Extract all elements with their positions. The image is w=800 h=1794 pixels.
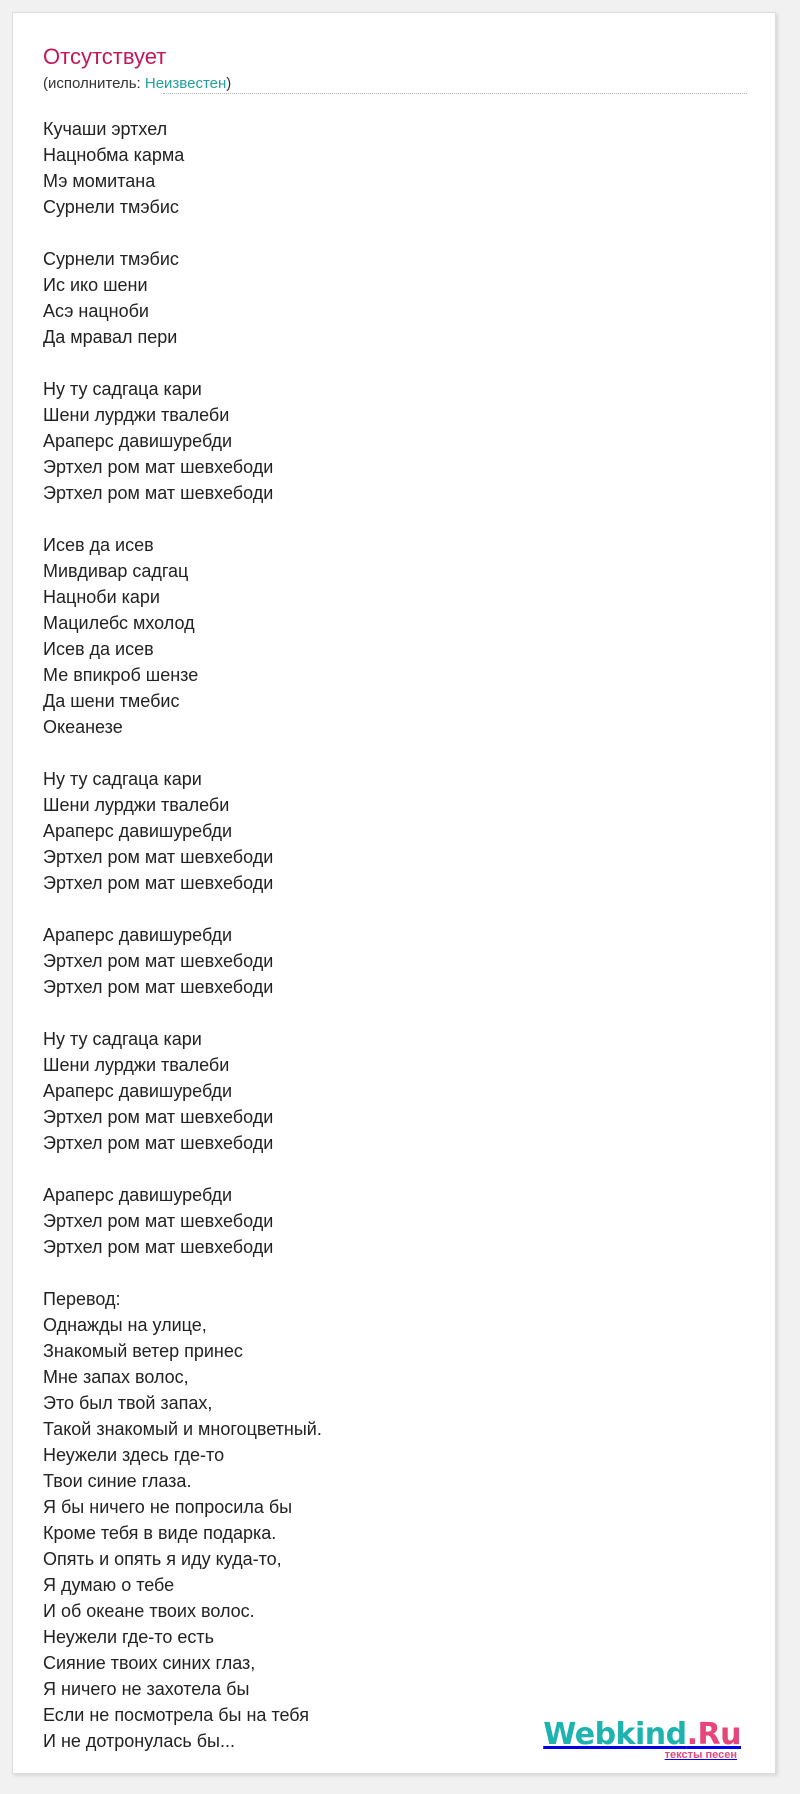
lyrics-blank-line (43, 1260, 743, 1286)
lyrics-line: Опять и опять я иду куда-то, (43, 1549, 282, 1569)
lyrics-line: Нацноби кари (43, 587, 160, 607)
lyrics-line: Мэ момитана (43, 171, 156, 191)
lyrics-line: Исев да исев (43, 535, 154, 555)
lyrics-line: Эртхел ром мат шевхебоди (43, 951, 274, 971)
lyrics-line: Эртхел ром мат шевхебоди (43, 873, 274, 893)
lyrics-line: Однажды на улице, (43, 1315, 207, 1335)
artist-line (43, 74, 231, 94)
lyrics-line: Океанезе (43, 717, 123, 737)
lyrics-line: Сияние твоих синих глаз, (43, 1653, 256, 1673)
logo-wordmark (543, 1719, 741, 1751)
lyrics-line: Эртхел ром мат шевхебоди (43, 977, 274, 997)
lyrics-line: Кроме тебя в виде подарка. (43, 1523, 277, 1543)
lyrics-line: Араперс давишуребди (43, 821, 233, 841)
lyrics-line: Нацнобма карма (43, 145, 185, 165)
lyrics-line: И не дотронулась бы... (43, 1731, 235, 1751)
artist-prefix: (исполнитель: (43, 75, 145, 92)
lyrics-blank-line (43, 1156, 743, 1182)
lyrics-line: Мивдивар садгац (43, 561, 189, 581)
lyrics-line: Ну ту садгаца кари (43, 379, 202, 399)
lyrics-blank-line (43, 1000, 743, 1026)
lyrics-line: Эртхел ром мат шевхебоди (43, 1211, 274, 1231)
lyrics-line: Эртхел ром мат шевхебоди (43, 483, 274, 503)
lyrics-line: Асэ нацноби (43, 301, 149, 321)
artist-suffix: ) (226, 75, 232, 92)
lyrics-line: Эртхел ром мат шевхебоди (43, 1107, 274, 1127)
lyrics-line: Мне запах волос, (43, 1367, 189, 1387)
title-divider (163, 93, 747, 94)
lyrics-line: Такой знакомый и многоцветный. (43, 1419, 322, 1439)
lyrics-line: Я бы ничего не попросила бы (43, 1497, 293, 1517)
lyrics-blank-line (43, 220, 743, 246)
lyrics-line: Араперс давишуребди (43, 925, 233, 945)
webkind-logo[interactable] (543, 1719, 741, 1761)
lyrics-blank-line (43, 896, 743, 922)
lyrics-line: Это был твой запах, (43, 1393, 213, 1413)
lyrics-line: Араперс давишуребди (43, 431, 233, 451)
logo-tagline: тексты песен (664, 1749, 737, 1761)
lyrics-line: Я думаю о тебе (43, 1575, 175, 1595)
lyrics-line: Если не посмотрела бы на тебя (43, 1705, 309, 1725)
song-title: Отсутствует (43, 44, 167, 69)
lyrics-line: Шени лурджи твалеби (43, 795, 230, 815)
lyrics-line: Ме впикроб шензе (43, 665, 199, 685)
lyrics-line: Ну ту садгаца кари (43, 1029, 202, 1049)
lyrics-line: Кучаши эртхел (43, 119, 168, 139)
lyrics-line: Я ничего не захотела бы (43, 1679, 250, 1699)
lyrics-line: И об океане твоих волос. (43, 1601, 255, 1621)
lyrics-line: Мацилебс мхолод (43, 613, 195, 633)
lyrics-blank-line (43, 740, 743, 766)
lyrics-line: Эртхел ром мат шевхебоди (43, 1237, 274, 1257)
artist-link[interactable]: Неизвестен (144, 75, 227, 92)
lyrics-line: Да шени тмебис (43, 691, 180, 711)
lyrics-line: Твои синие глаза. (43, 1471, 192, 1491)
lyrics-line: Сурнели тмэбис (43, 197, 179, 217)
lyrics-line: Перевод: (43, 1289, 121, 1309)
lyrics-line: Шени лурджи твалеби (43, 405, 230, 425)
lyrics-line: Неужели здесь где-то (43, 1445, 225, 1465)
lyrics-blank-line (43, 350, 743, 376)
logo-main-text: Webkind (543, 1717, 687, 1752)
lyrics-line: Исев да исев (43, 639, 154, 659)
lyrics-line: Ис ико шени (43, 275, 148, 295)
lyrics-blank-line (43, 506, 743, 532)
logo-tld-text: .Ru (686, 1717, 741, 1752)
lyrics-line: Араперс давишуребди (43, 1185, 233, 1205)
lyrics-line: Сурнели тмэбис (43, 249, 179, 269)
lyrics-line: Знакомый ветер принес (43, 1341, 243, 1361)
lyrics-text (43, 116, 743, 1754)
lyrics-line: Араперс давишуребди (43, 1081, 233, 1101)
lyrics-line: Эртхел ром мат шевхебоди (43, 1133, 274, 1153)
lyrics-line: Ну ту садгаца кари (43, 769, 202, 789)
lyrics-page (12, 12, 776, 1774)
lyrics-line: Неужели где-то есть (43, 1627, 214, 1647)
lyrics-line: Эртхел ром мат шевхебоди (43, 847, 274, 867)
lyrics-line: Шени лурджи твалеби (43, 1055, 230, 1075)
lyrics-line: Да мравал пери (43, 327, 178, 347)
lyrics-line: Эртхел ром мат шевхебоди (43, 457, 274, 477)
